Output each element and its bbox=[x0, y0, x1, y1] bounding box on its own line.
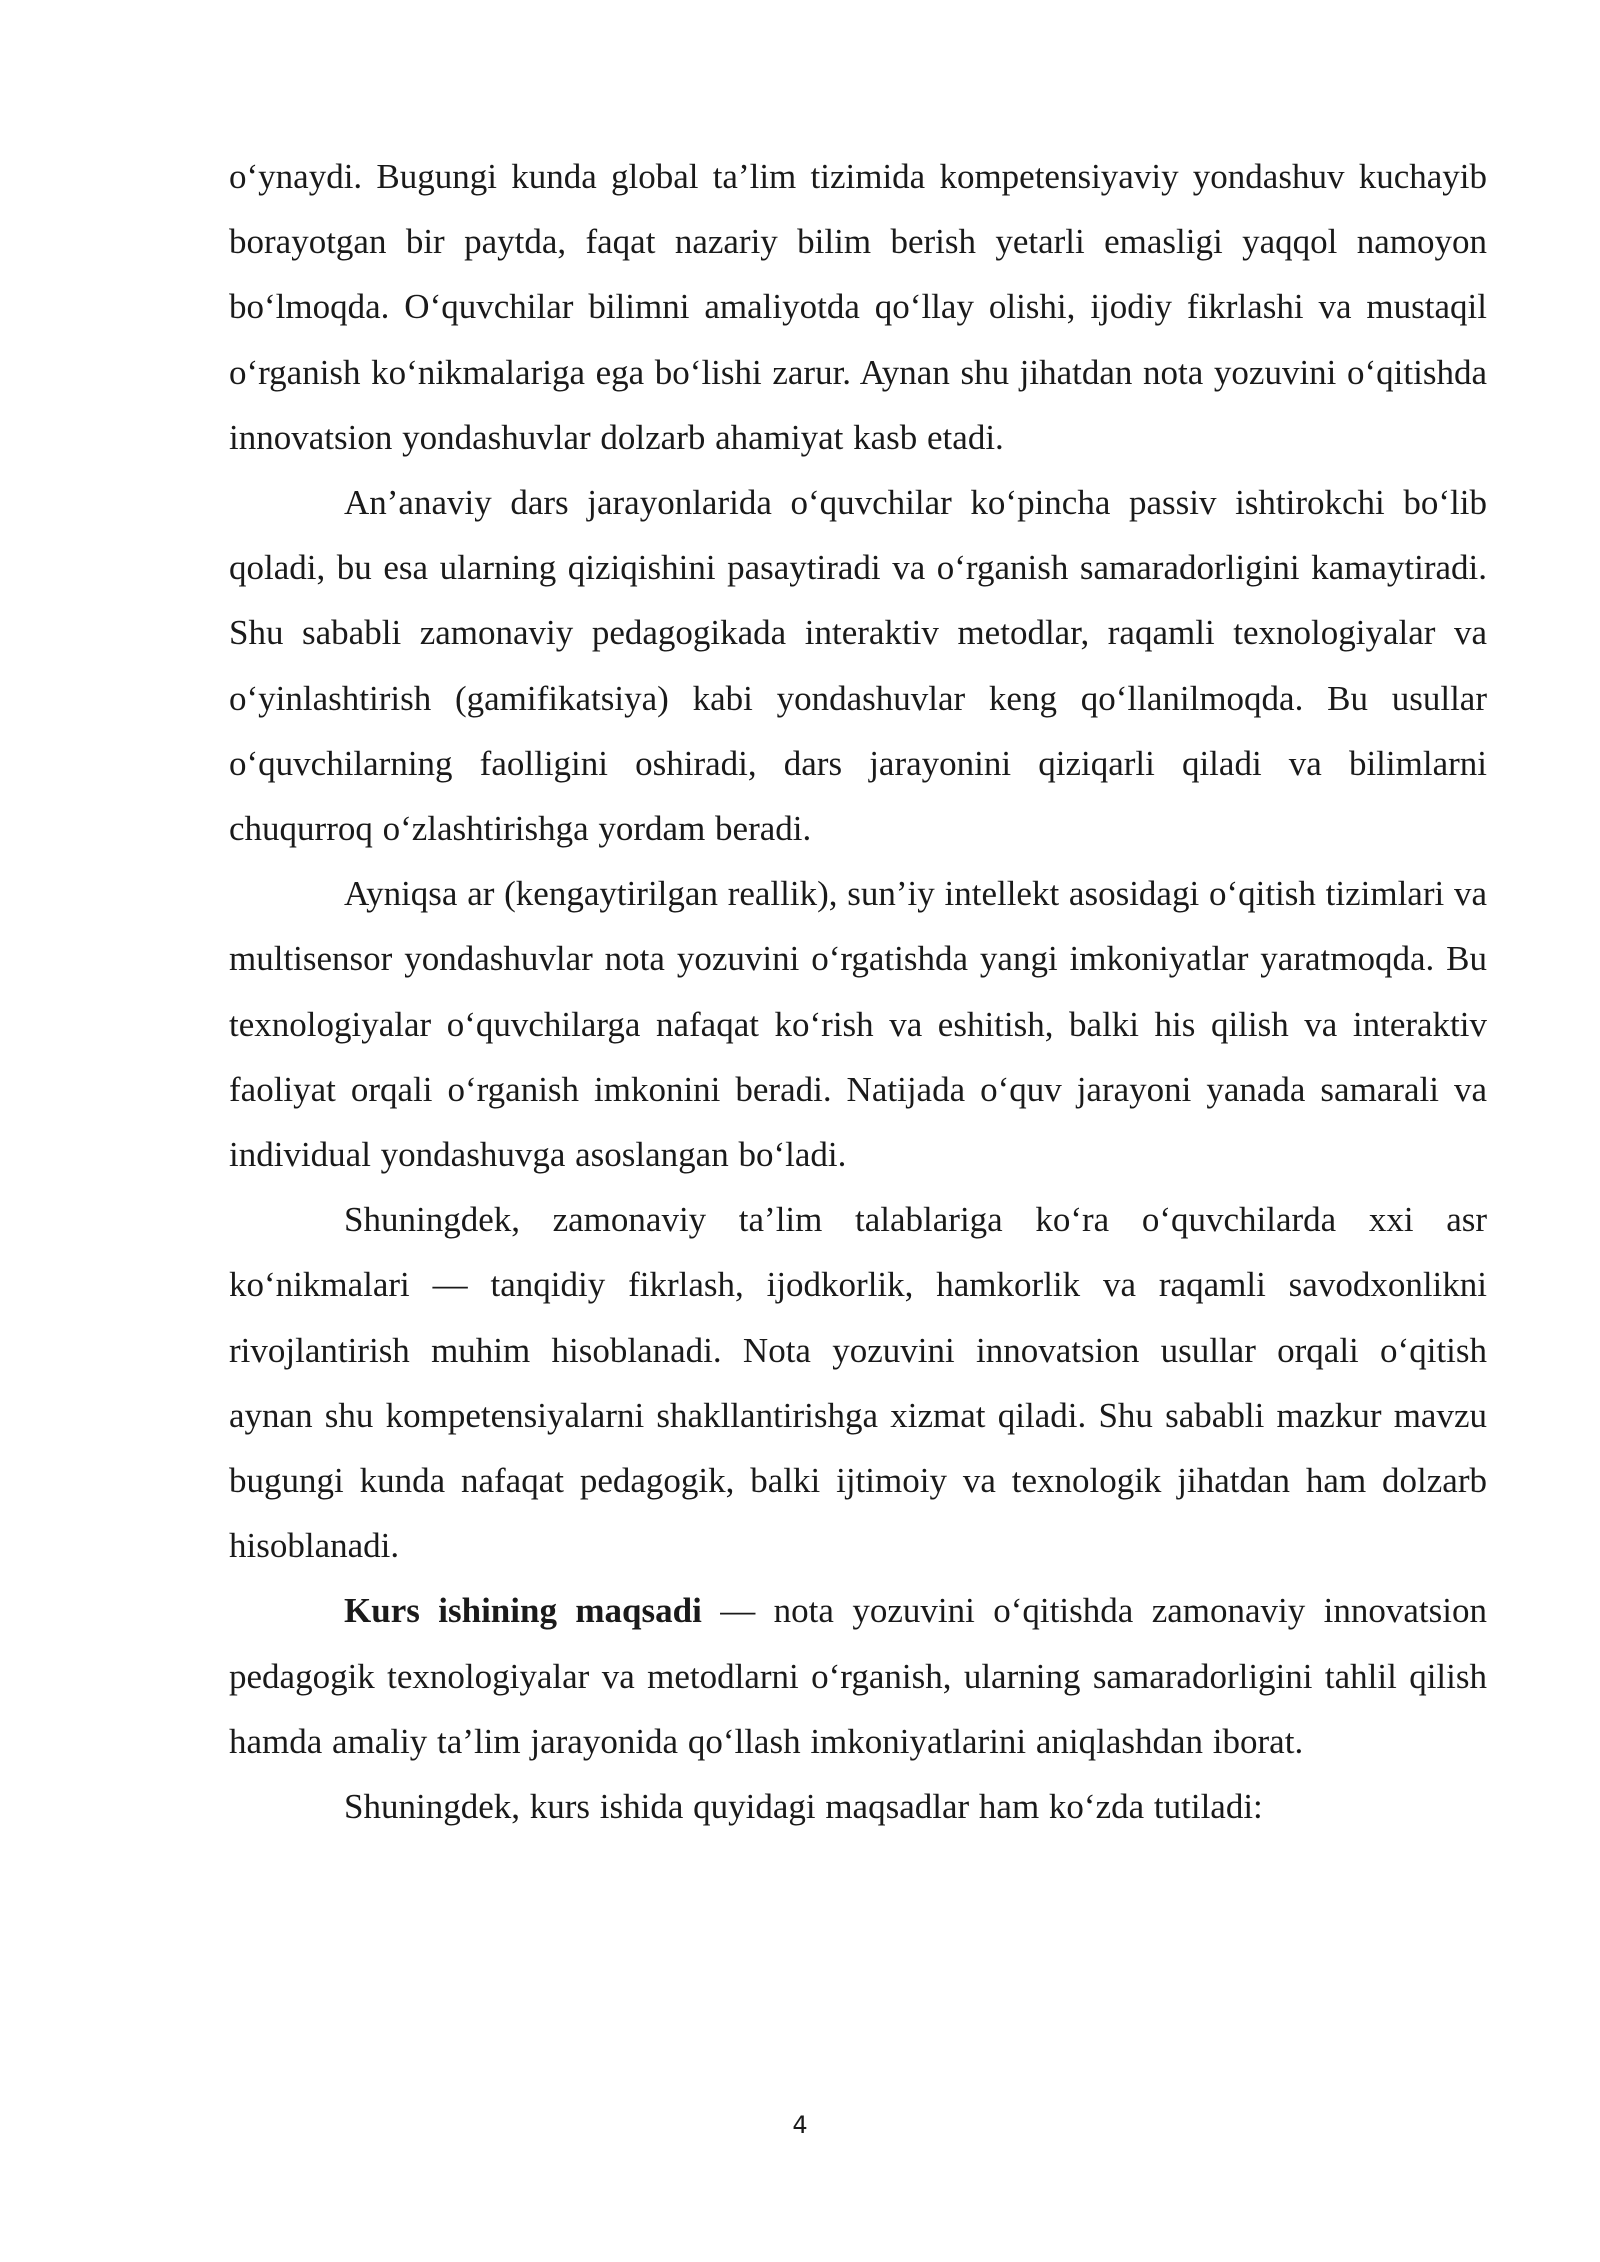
paragraph-intro-continuation: o‘ynaydi. Bugungi kunda global ta’lim tizimida kompetensiyaviy yondashuv kuchayib borayotgan bir paytda, faqat nazariy bilim berish yetarli emasligi yaqqol namoyon bo‘lmoqda. O‘quvchilar bilimni amaliyotda qo‘llay olishi, ijodiy fikrlashi va mustaqil o‘rganish ko‘nikmalariga ega bo‘lishi zarur. Aynan shu jihatdan nota yozuvini o‘qitishda innovatsion yondashuvlar dolzarb ahamiyat kasb etadi. bbox=[229, 157, 1487, 457]
paragraph-traditional-lessons: An’anaviy dars jarayonlarida o‘quvchilar ko‘pincha passiv ishtirokchi bo‘lib qoladi, bu esa ularning qiziqishini pasaytiradi va o‘rganish samaradorligini kamaytiradi. Shu sababli zamonaviy pedagogikada interaktiv metodlar, raqamli texnologiyalar va o‘yinlashtirish (gamifikatsiya) kabi yondashuvlar keng qo‘llanilmoqda. Bu usullar o‘quvchilarning faolligini oshiradi, dars jarayonini qiziqarli qiladi va bilimlarni chuqurroq o‘zlashtirishga yordam beradi. bbox=[229, 483, 1487, 849]
page-number: 4 bbox=[792, 2111, 808, 2139]
paragraph-additional-goals-intro: Shuningdek, kurs ishida quyidagi maqsadlar ham ko‘zda tutiladi: bbox=[344, 1787, 1263, 1827]
page-body bbox=[229, 144, 1487, 1839]
paragraph-augmented-reality: Ayniqsa ar (kengaytirilgan reallik), sun’iy intellekt asosidagi o‘qitish tizimlari va multisensor yondashuvlar nota yozuvini o‘rgatishda yangi imkoniyatlar yaratmoqda. Bu texnologiyalar o‘quvchilarga nafaqat ko‘rish va eshitish, balki his qilish va interaktiv faoliyat orqali o‘rganish imkonini beradi. Natijada o‘quv jarayoni yanada samarali va individual yondashuvga asoslangan bo‘ladi. bbox=[229, 874, 1487, 1175]
course-goal-heading: Kurs ishining maqsadi bbox=[344, 1591, 702, 1631]
paragraph-course-goal bbox=[229, 1578, 1487, 1774]
paragraph-21st-century-skills: Shuningdek, zamonaviy ta’lim talablariga ko‘ra o‘quvchilarda xxi asr ko‘nikmalari — tanqidiy fikrlash, ijodkorlik, hamkorlik va raqamli savodxonlikni rivojlantirish muhim hisoblanadi. Nota yozuvini innovatsion usullar orqali o‘qitish aynan shu kompetensiyalarni shakllantirishga xizmat qiladi. Shu sababli mazkur mavzu bugungi kunda nafaqat pedagogik, balki ijtimoiy va texnologik jihatdan ham dolzarb hisoblanadi. bbox=[229, 1200, 1487, 1566]
course-goal-text: — nota yozuvini o‘qitishda zamonaviy innovatsion pedagogik texnologiyalar va metodlarni o‘rganish, ularning samaradorligini tahlil qilish hamda amaliy ta’lim jarayonida qo‘llash imkoniyatlarini aniqlashdan iborat. bbox=[229, 1591, 1487, 1761]
